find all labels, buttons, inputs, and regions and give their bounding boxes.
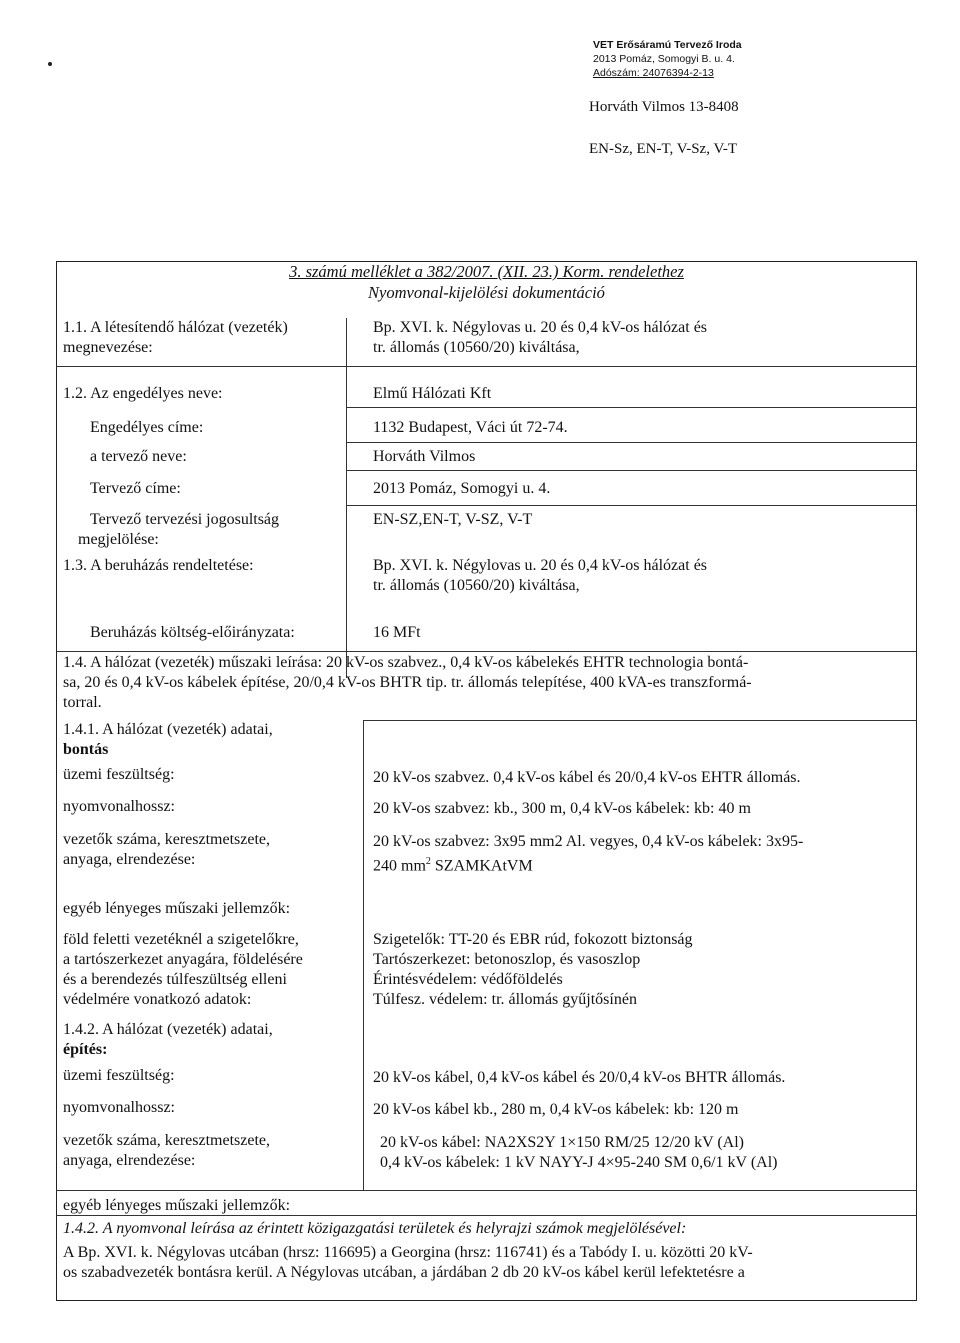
row-designer-license-label: Tervező tervezési jogosultság megjelölése: [78, 511, 280, 548]
dismantling-other-label: egyéb lényeges műszaki jellemzők: [63, 900, 291, 917]
route-description-text: A Bp. XVI. k. Négylovas utcában (hrsz: 116695) a Georgina (hrsz: 116741) és a Tabódy I. u. közötti 20 kV- os szabadvezeték bontásra kerül. A Négylovas utcában, a járdában 2 db 20 kV-os kábel kerül lefektetésre a [63, 1244, 753, 1281]
dismantling-conductors-value: 20 kV-os szabvez: 3x95 mm2 Al. vegyes, 0,4 kV-os kábelek: 3x95- 240 $mm^2$ SZAMKAtVM [373, 833, 804, 875]
row-investment-purpose-value: Bp. XVI. k. Négylovas u. 20 és 0,4 kV-os hálózat és tr. állomás (10560/20) kiváltása, [373, 557, 708, 594]
rule [346, 505, 917, 506]
stamp-line-office: VET Erősáramú Tervező Iroda [593, 39, 742, 51]
dismantling-route-length-label: nyomvonalhossz: [63, 798, 175, 815]
section-construction-heading: 1.4.2. A hálózat (vezeték) adatai, építés: [63, 1021, 273, 1058]
stamp-line-address: 2013 Pomáz, Somogyi B. u. 4. [593, 53, 735, 65]
column-divider-middle [363, 720, 364, 1190]
dismantling-overhead-value: Szigetelők: TT-20 és EBR rúd, fokozott biztonság Tartószerkezet: betonoszlop, és vasoszlop Érintésvédelem: védőföldelés Túlfesz. védelem: tr. állomás gyűjtősínén [373, 931, 693, 1008]
construction-conductors-value: 20 kV-os kábel: NA2XS2Y 1×150 RM/25 12/20 kV (Al) 0,4 kV-os kábelek: 1 kV NAYY-J 4×95-240 SM 0,6/1 kV (Al) [380, 1134, 778, 1171]
rule [56, 1190, 917, 1191]
construction-other-label: egyéb lényeges műszaki jellemzők: [63, 1197, 291, 1214]
rule [363, 720, 917, 721]
form-subtitle: Nyomvonal-kijelölési dokumentáció [368, 283, 605, 302]
column-divider-top [346, 318, 347, 678]
designer-id: Horváth Vilmos 13-8408 [589, 99, 739, 115]
row-network-name-value: Bp. XVI. k. Négylovas u. 20 és 0,4 kV-os hálózat és tr. állomás (10560/20) kiváltása, [373, 319, 708, 356]
row-designer-address-label: Tervező címe: [90, 480, 181, 497]
dismantling-overhead-label: föld feletti vezetéknél a szigetelőkre, a tartószerkezet anyagára, földelésére és a berendezés túlfeszültség elleni védelmére vonatkozó adatok: [63, 931, 303, 1008]
dismantling-voltage-label: üzemi feszültség: [63, 766, 175, 783]
row-designer-name-value: Horváth Vilmos [373, 448, 476, 465]
row-licensee-address-value: 1132 Budapest, Váci út 72-74. [373, 419, 568, 436]
row-designer-name-label: a tervező neve: [90, 448, 187, 465]
title-annex: 3. számú melléklet a 382/2007. (XII. 23.) Korm. rendelethez [289, 262, 684, 281]
row-licensee-name-label: 1.2. Az engedélyes neve: [63, 385, 223, 402]
row-licensee-name-value: Elmű Hálózati Kft [373, 385, 492, 402]
row-network-name-label: 1.1. A létesítendő hálózat (vezeték) megnevezése: [63, 319, 288, 356]
designer-codes: EN-Sz, EN-T, V-Sz, V-T [589, 141, 738, 157]
section-technical-description: 1.4. A hálózat (vezeték) műszaki leírása: 20 kV-os szabvez., 0,4 kV-os kábelekés EHTR technologia bontá- sa, 20 és 0,4 kV-os kábelek építése, 20/0,4 kV-os BHTR tip. tr. állomás telepítése, 400 kVA-es transzformá- torral. [63, 654, 752, 711]
row-investment-cost-label: Beruházás költség-előirányzata: [90, 624, 295, 641]
bullet-mark [48, 62, 52, 66]
dismantling-route-length-value: 20 kV-os szabvez: kb., 300 m, 0,4 kV-os kábelek: kb: 40 m [373, 800, 751, 817]
superscript: 2 [425, 856, 431, 867]
construction-route-length-label: nyomvonalhossz: [63, 1099, 175, 1116]
construction-voltage-label: üzemi feszültség: [63, 1067, 175, 1084]
construction-conductors-label: vezetők száma, keresztmetszete, anyaga, elrendezése: [63, 1132, 270, 1169]
construction-route-length-value: 20 kV-os kábel kb., 280 m, 0,4 kV-os kábelek: kb: 120 m [373, 1101, 739, 1118]
rule [346, 407, 917, 408]
office-stamp [593, 38, 783, 80]
section-dismantling-heading: 1.4.1. A hálózat (vezeték) adatai, bontás [63, 721, 273, 758]
section-route-description-heading: 1.4.2. A nyomvonal leírása az érintett közigazgatási területek és helyrajzi számok megjelölésével: [63, 1220, 687, 1237]
dismantling-voltage-value: 20 kV-os szabvez. 0,4 kV-os kábel és 20/0,4 kV-os EHTR állomás. [373, 769, 801, 786]
construction-voltage-value: 20 kV-os kábel, 0,4 kV-os kábel és 20/0,4 kV-os BHTR állomás. [373, 1069, 786, 1086]
rule [346, 442, 917, 443]
form-title [56, 262, 917, 282]
rule [56, 366, 917, 367]
row-investment-cost-value: 16 MFt [373, 624, 421, 641]
row-designer-address-value: 2013 Pomáz, Somogyi u. 4. [373, 480, 551, 497]
stamp-line-taxnumber: Adószám: 24076394-2-13 [593, 67, 714, 79]
row-designer-license-value: EN-SZ,EN-T, V-SZ, V-T [373, 511, 533, 528]
rule [346, 470, 917, 471]
row-licensee-address-label: Engedélyes címe: [90, 419, 204, 436]
dismantling-conductors-label: vezetők száma, keresztmetszete, anyaga, elrendezése: [63, 831, 270, 868]
row-investment-purpose-label: 1.3. A beruházás rendeltetése: [63, 557, 254, 574]
rule [56, 651, 917, 652]
